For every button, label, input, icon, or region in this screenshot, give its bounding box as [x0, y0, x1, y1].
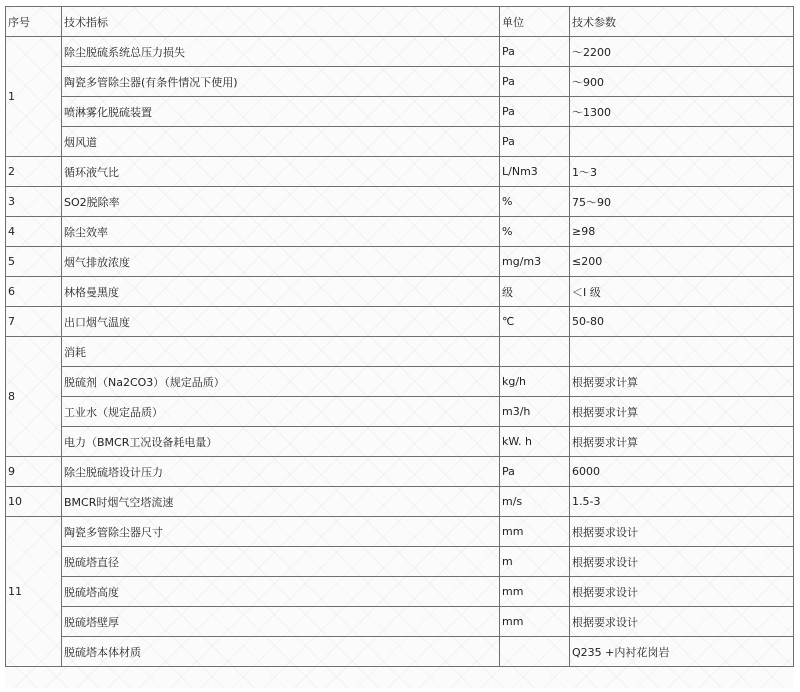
- unit-cell: Pa: [500, 127, 570, 157]
- indicator-cell: 除尘效率: [62, 217, 500, 247]
- spec-table-container: [5, 6, 793, 688]
- unit-cell: Pa: [500, 67, 570, 97]
- header-value: 技术参数: [570, 7, 794, 37]
- parameter-cell: 根据要求设计: [570, 547, 794, 577]
- table-row: [6, 187, 794, 217]
- indicator-cell: BMCR时烟气空塔流速: [62, 487, 500, 517]
- row-number-cell: 2: [6, 157, 62, 187]
- row-number-cell: 8: [6, 337, 62, 457]
- table-row: [6, 67, 794, 97]
- table-row: [6, 217, 794, 247]
- parameter-cell: ≤200: [570, 247, 794, 277]
- unit-cell: [500, 337, 570, 367]
- row-number-cell: 7: [6, 307, 62, 337]
- unit-cell: 级: [500, 277, 570, 307]
- header-unit: 单位: [500, 7, 570, 37]
- unit-cell: Pa: [500, 97, 570, 127]
- unit-cell: m: [500, 547, 570, 577]
- parameter-cell: 根据要求计算: [570, 367, 794, 397]
- table-row: [6, 457, 794, 487]
- parameter-cell: 1～3: [570, 157, 794, 187]
- indicator-cell: 循环液气比: [62, 157, 500, 187]
- table-row: [6, 547, 794, 577]
- table-row: [6, 487, 794, 517]
- row-number-cell: 6: [6, 277, 62, 307]
- indicator-cell: 除尘脱硫系统总压力损失: [62, 37, 500, 67]
- parameter-cell: [570, 337, 794, 367]
- table-row: [6, 277, 794, 307]
- row-number-cell: 3: [6, 187, 62, 217]
- unit-cell: m3/h: [500, 397, 570, 427]
- parameter-cell: 根据要求设计: [570, 607, 794, 637]
- unit-cell: mm: [500, 577, 570, 607]
- indicator-cell: 消耗: [62, 337, 500, 367]
- row-number-cell: 4: [6, 217, 62, 247]
- table-row: [6, 517, 794, 547]
- table-row: [6, 97, 794, 127]
- unit-cell: mg/m3: [500, 247, 570, 277]
- table-row: [6, 577, 794, 607]
- indicator-cell: 脱硫剂（Na2CO3）（规定品质）: [62, 367, 500, 397]
- row-number-cell: 1: [6, 37, 62, 157]
- parameter-cell: Q235 +内衬花岗岩: [570, 637, 794, 667]
- header-no: 序号: [6, 7, 62, 37]
- indicator-cell: 脱硫塔本体材质: [62, 637, 500, 667]
- parameter-cell: 根据要求设计: [570, 517, 794, 547]
- table-row: [6, 337, 794, 367]
- row-number-cell: 10: [6, 487, 62, 517]
- unit-cell: kg/h: [500, 367, 570, 397]
- table-row: [6, 397, 794, 427]
- indicator-cell: 脱硫塔壁厚: [62, 607, 500, 637]
- indicator-cell: 工业水（规定品质）: [62, 397, 500, 427]
- indicator-cell: SO2脱除率: [62, 187, 500, 217]
- unit-cell: ℃: [500, 307, 570, 337]
- parameter-cell: 6000: [570, 457, 794, 487]
- row-number-cell: 11: [6, 517, 62, 667]
- unit-cell: %: [500, 187, 570, 217]
- table-row: [6, 607, 794, 637]
- table-row: [6, 247, 794, 277]
- parameter-cell: 根据要求计算: [570, 397, 794, 427]
- indicator-cell: 除尘脱硫塔设计压力: [62, 457, 500, 487]
- indicator-cell: 陶瓷多管除尘器(有条件情况下使用): [62, 67, 500, 97]
- parameter-cell: 50-80: [570, 307, 794, 337]
- indicator-cell: 脱硫塔直径: [62, 547, 500, 577]
- table-row: [6, 37, 794, 67]
- table-row: [6, 157, 794, 187]
- header-item: 技术指标: [62, 7, 500, 37]
- table-row: [6, 367, 794, 397]
- parameter-cell: [570, 127, 794, 157]
- parameter-cell: 根据要求设计: [570, 577, 794, 607]
- spec-table: [5, 6, 794, 667]
- unit-cell: mm: [500, 517, 570, 547]
- unit-cell: L/Nm3: [500, 157, 570, 187]
- indicator-cell: 电力（BMCR工况设备耗电量）: [62, 427, 500, 457]
- parameter-cell: 75～90: [570, 187, 794, 217]
- indicator-cell: 喷淋雾化脱硫装置: [62, 97, 500, 127]
- table-row: [6, 127, 794, 157]
- row-number-cell: 5: [6, 247, 62, 277]
- indicator-cell: 脱硫塔高度: [62, 577, 500, 607]
- indicator-cell: 林格曼黑度: [62, 277, 500, 307]
- table-row: [6, 637, 794, 667]
- parameter-cell: 1.5-3: [570, 487, 794, 517]
- row-number-cell: 9: [6, 457, 62, 487]
- indicator-cell: 出口烟气温度: [62, 307, 500, 337]
- unit-cell: Pa: [500, 37, 570, 67]
- parameter-cell: ≥98: [570, 217, 794, 247]
- parameter-cell: ～2200: [570, 37, 794, 67]
- table-row: [6, 427, 794, 457]
- table-row: [6, 307, 794, 337]
- indicator-cell: 烟气排放浓度: [62, 247, 500, 277]
- unit-cell: mm: [500, 607, 570, 637]
- parameter-cell: ＜I 级: [570, 277, 794, 307]
- unit-cell: m/s: [500, 487, 570, 517]
- unit-cell: [500, 637, 570, 667]
- parameter-cell: ～1300: [570, 97, 794, 127]
- parameter-cell: ～900: [570, 67, 794, 97]
- unit-cell: Pa: [500, 457, 570, 487]
- unit-cell: %: [500, 217, 570, 247]
- unit-cell: kW. h: [500, 427, 570, 457]
- indicator-cell: 陶瓷多管除尘器尺寸: [62, 517, 500, 547]
- parameter-cell: 根据要求计算: [570, 427, 794, 457]
- table-header-row: [6, 7, 794, 37]
- indicator-cell: 烟风道: [62, 127, 500, 157]
